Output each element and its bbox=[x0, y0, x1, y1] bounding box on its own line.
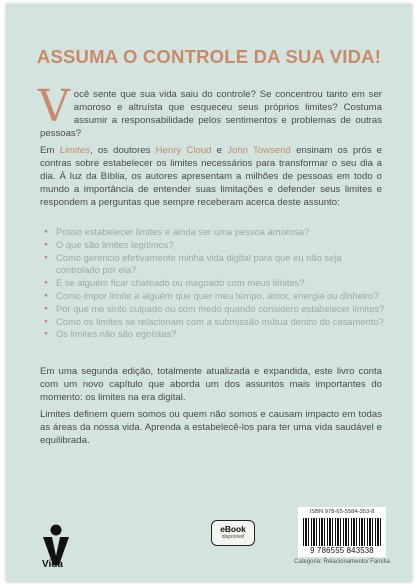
ebook-title: eBook bbox=[220, 524, 246, 534]
text-fragment: Em bbox=[40, 145, 60, 156]
text-fragment: e bbox=[211, 145, 228, 156]
author-name: Henry Cloud bbox=[155, 145, 212, 156]
authors-paragraph bbox=[40, 144, 382, 209]
question-item: ● E se alguém ficar chateado ou magoado com meus limites? bbox=[44, 277, 386, 290]
question-item: ● Por que me sinto culpado ou com medo quando considero estabelecer limites? bbox=[44, 303, 386, 316]
text-fragment: ensinam os prós e contras sobre estabelecer os limites necessários para transformar o seu dia a dia. À luz da Bíblia, os autores apresentam a milhões de pessoas em todo o mundo a importância de entender suas limitações e defender seus limites e respondem a perguntas que sempre receberam acerca deste assunto: bbox=[40, 145, 383, 208]
closing-paragraph: Limites definem quem somos ou quem não somos e causam impacto em todas as áreas da nossa vida. Aprenda a estabelecê-los para ter uma vida saudável e equilibrada. bbox=[40, 409, 382, 446]
question-item: ● O que são limites legítimos? bbox=[44, 239, 386, 252]
category-label: Categoria: Relacionamento/ Família bbox=[294, 559, 390, 565]
dropcap: V bbox=[38, 81, 70, 132]
question-list bbox=[44, 226, 386, 341]
author-name: John Towsend bbox=[227, 145, 291, 156]
barcode bbox=[303, 518, 381, 546]
edition-paragraph: Em uma segunda edição, totalmente atualizada e expandida, este livro conta com um novo capítulo que aborda um dos assuntos mais importantes do momento: os limites na era digital. bbox=[40, 366, 382, 403]
isbn-barcode-box bbox=[298, 507, 386, 557]
ebook-subtitle: disponível bbox=[221, 534, 245, 540]
publisher-name: Vida bbox=[42, 559, 63, 570]
intro-text: ocê sente que sua vida saiu do controle? Se concentrou tanto em ser amoroso e altruísta que esqueceu seus próprios limites? Costuma assumir a responsabilidade pelos sentimentos e problemas de outras pessoas? bbox=[40, 89, 382, 139]
question-item: ● Como gerencio efetivamente minha vida digital para que eu não seja controlado por ela? bbox=[44, 252, 386, 278]
isbn-label: ISBN 978-65-5584-353-8 bbox=[309, 509, 375, 515]
barcode-number: 9 786555 843538 bbox=[310, 546, 374, 555]
question-item: ● Posso estabelecer limites e ainda ser uma pessoa amorosa? bbox=[44, 226, 386, 239]
ebook-badge bbox=[211, 520, 255, 546]
question-item: ● Como os limites se relacionam com a submissão mútua dentro do casamento? bbox=[44, 316, 386, 329]
text-fragment: , os doutores bbox=[89, 145, 156, 156]
back-cover bbox=[6, 4, 412, 582]
headline: ASSUMA O CONTROLE DA SUA VIDA! bbox=[36, 46, 382, 67]
question-item: ● Os limites não são egoístas? bbox=[44, 328, 386, 341]
book-title: Limites bbox=[59, 145, 90, 156]
intro-paragraph bbox=[38, 81, 382, 140]
question-item: ● Como impor limite a alguém que quer meu tempo, amor, energia ou dinheiro? bbox=[44, 290, 386, 303]
